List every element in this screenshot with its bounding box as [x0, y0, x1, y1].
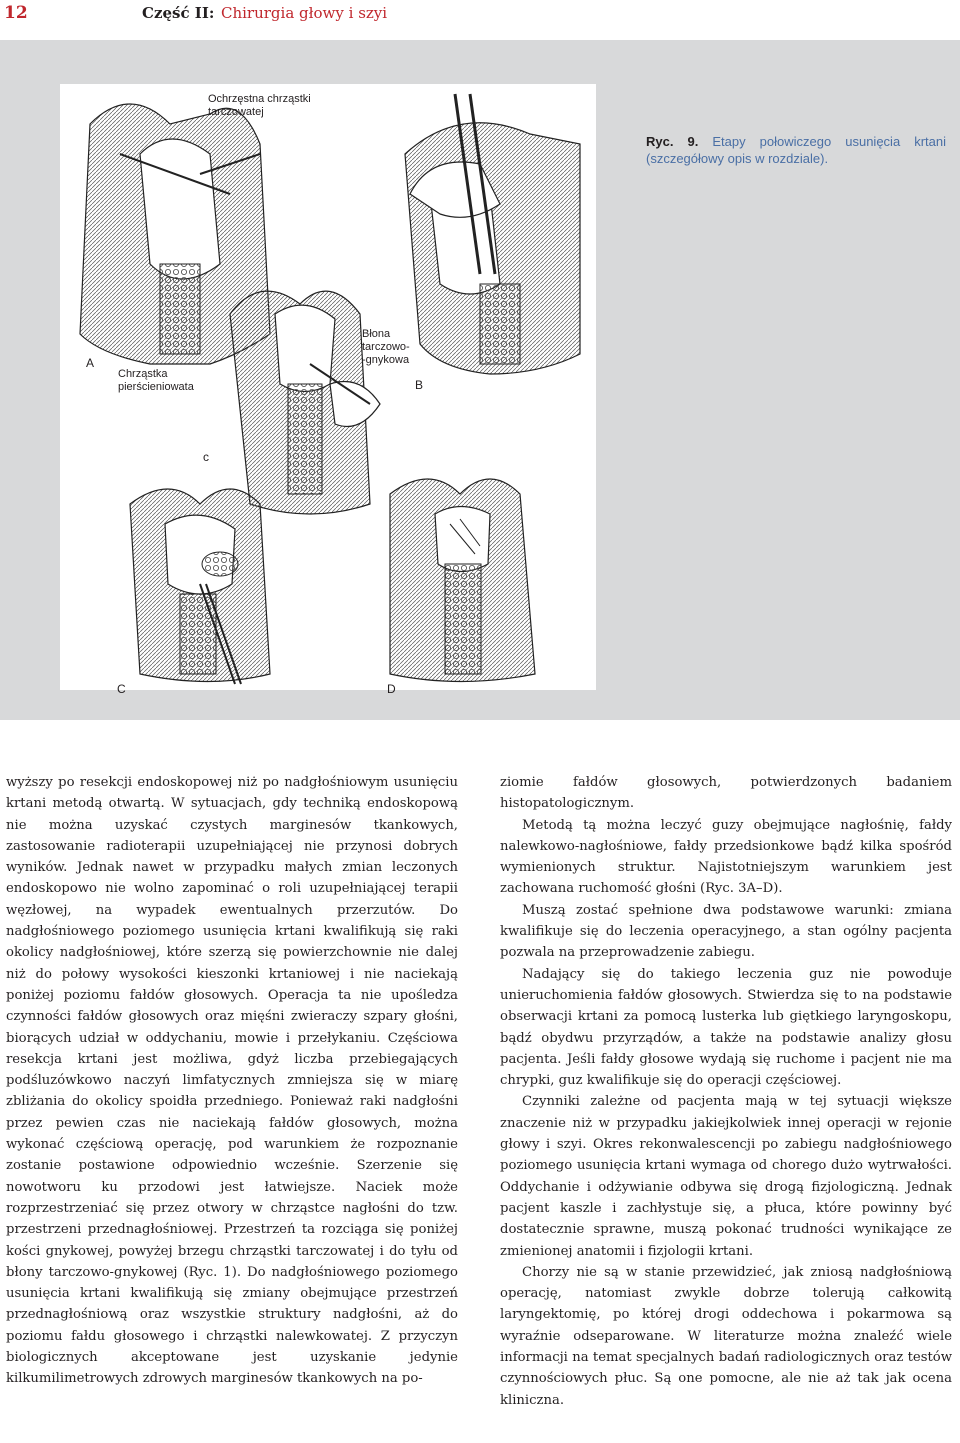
right-paragraph-1: ziomie fałdów głosowych, potwierdzonych badaniem histopatologicznym. — [500, 775, 952, 812]
figure-panel — [0, 40, 960, 720]
right-paragraph-2: Metodą tą można leczyć guzy obejmujące nagłośnię, fałdy nalewkowo-nagłośniowe, fałdy przedsionkowe bądź kilka spośród wymienionych struktur. Najistotniejszym warunkiem jest zachowana ruchomość głośni (Ryc. 3A–D). — [500, 817, 952, 897]
chapter-title: Chirurgia głowy i szyi — [221, 4, 388, 22]
panel-c-drawing — [130, 489, 270, 684]
label-chrzastka: Chrząstka pierścieniowata — [118, 368, 194, 393]
label-blona: Błona tarczowo- -gnykowa — [362, 328, 410, 366]
right-text-column — [500, 772, 952, 1411]
caption-text: Etapy połowiczego usunięcia krtani (szczegółowy opis w rozdziale). — [646, 134, 946, 166]
right-paragraph-5: Czynniki zależne od pacjenta mają w tej sytuacji większe znaczenie niż w przypadku jakiejkolwiek innej operacji w rejonie głowy i szyi. Okres rekonwalescencji po zabiegu nadgłośniowego poziomego usunięcia krtani wymaga od chorego dużo wytrwałości. Oddychanie i odżywianie odbywa się drogą fizjologiczną. Jednak pacjent kaszle i zachłystuje się, a płuca, które powinny być dostatecznie sprawne, muszą pokonać trudności wynikające ze zmienionej anatomii i fizjologii krtani. — [500, 1094, 952, 1259]
label-small-c: c — [203, 450, 209, 464]
left-text-column — [6, 772, 458, 1390]
panel-d-drawing — [390, 479, 535, 682]
left-paragraph-1: wyższy po resekcji endoskopowej niż po nadgłośniowym usunięciu krtani metodą otwartą. W sytuacjach, gdy techniką endoskopową nie można uzyskać czystych marginesów tkankowych, zastosowanie radioterapii uzupełniającej nie przynosi dobrych wyników. Jednak nawet w przypadku małych zmian leczonych endoskopowo nie wolno zapominać o roli uzupełniającej terapii węzłowej, na wypadek ewentualnych przerzutów. Do nadgłośniowego poziomego usunięcia krtani kwalifikują się raki okolicy nadgłośniowej, które szerzą się powierzchownie nie dalej niż do połowy wysokości kieszonki krtaniowej i nie naciekają poniżej poziomu fałdów głosowych. Operacja ta nie upośledza czynności fałdów głosowych oraz mięśni zwieraczy szpary głośni, biorących udział w oddychaniu, mowie i przełykaniu. Częściowa resekcja krtani jest możliwa, gdyż liczba przebiegających podśluzówkowo naczyń limfatycznych zmniejsza się w miarę zbliżania do okolicy spoidła przedniego. Ponieważ raki nadgłośni przez pewien czas nie naciekają fałdów głosowych, można wykonać częściową operację, pod warunkiem że rozpoznanie zostanie postawione odpowiednio wcześnie. Szerzenie się nowotworu ku przodowi jest łatwiejsze. Naciek może rozprzestrzeniać się przez otwory w chrząstce nagłośni do tzw. przestrzeni przednagłośniowej. Przestrzeń ta rozciąga się poniżej kości gnykowej, powyżej brzegu chrząstki tarczowatej i do tyłu od błony tarczowo-gnykowej (Ryc. 1). Do nadgłośniowego poziomego usunięcia krtani kwalifikują się zmiany obejmujące przestrzeń przednagłośniową oraz wszystkie struktury nadgłośni, aż do poziomu fałdu głosowego i chrząstki nalewkowatej. Z przyczyn biologicznych akceptowane jest uzyskanie jedynie kilkumilimetrowych zdrowych marginesów tkankowych na po- — [6, 775, 458, 1387]
running-header — [0, 0, 960, 30]
page-number: 12 — [4, 3, 28, 23]
panel-label-a: A — [86, 356, 95, 370]
right-paragraph-3: Muszą zostać spełnione dwa podstawowe warunki: zmiana kwalifikuje się do leczenia operacyjnego, a stan ogólny pacjenta pozwala na przeprowadzenie zabiegu. — [500, 902, 952, 961]
surgical-illustration — [60, 84, 596, 696]
label-ochrzestna: Ochrzęstna chrząstki tarczowatej — [208, 93, 311, 118]
panel-label-d: D — [387, 682, 396, 696]
panel-b-drawing — [405, 94, 580, 374]
figure-caption — [646, 133, 946, 167]
panel-c-small-drawing — [230, 291, 380, 514]
right-paragraph-4: Nadający się do takiego leczenia guz nie powoduje unieruchomienia fałdów głosowych. Stwierdza się to na podstawie obserwacji krtani za pomocą lusterka lub giętkiego laryngoskopu, bądź obydwu przyrządów, a także na podstawie analizy głosu pacjenta. Jeśli fałdy głosowe wydają się ruchome i pacjent nie ma chrypki, guz kwalifikuje się do operacji częściowej. — [500, 966, 952, 1089]
panel-label-b: B — [415, 378, 424, 392]
caption-number: Ryc. 9. — [646, 134, 699, 149]
part-label: Część II: — [142, 4, 215, 22]
panel-label-c: C — [117, 682, 126, 696]
right-paragraph-6: Chorzy nie są w stanie przewidzieć, jak zniosą nadgłośniową operację, natomiast zwykle dobrze tolerują całkowitą laryngektomię, po której drogi oddechowa i pokarmowa są wyraźnie odseparowane. W literaturze można znaleźć wiele informacji na temat specjalnych badań radiologicznych oraz testów czynnościowych płuc. Są one pomocne, ale nie aż tak jak ocena kliniczna. — [500, 1264, 952, 1408]
